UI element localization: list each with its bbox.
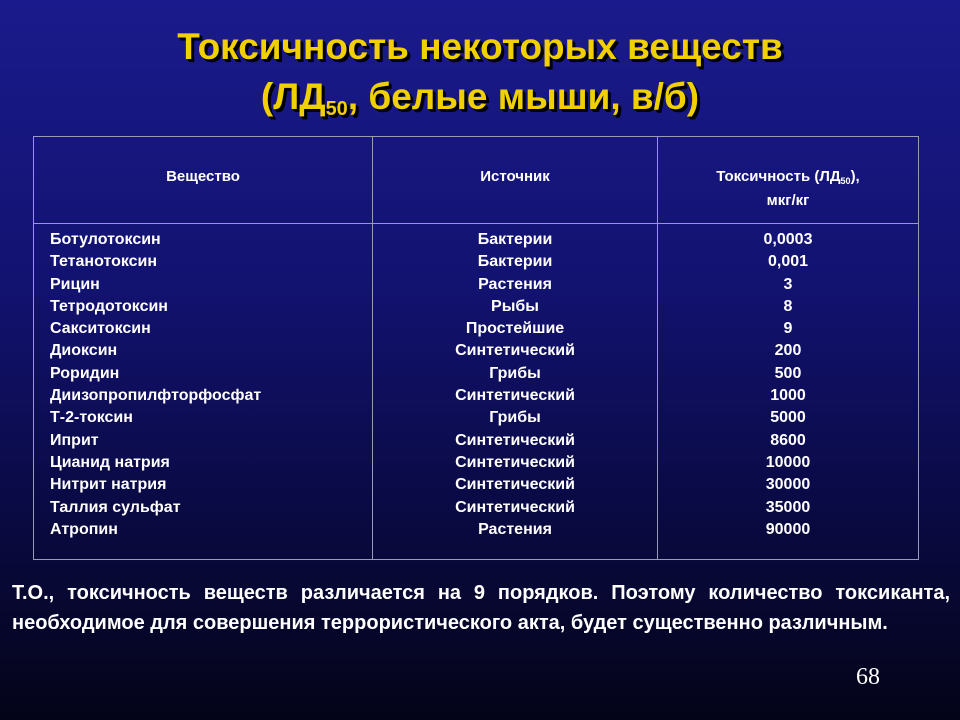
source-cell: Растения bbox=[478, 275, 552, 293]
conclusion-text: Т.О., токсичность веществ различается на 9 порядков. Поэтому количество токсиканта, необходимое для совершения террористического акта, будет существенно различным. bbox=[12, 582, 950, 634]
toxicity-cell: 30000 bbox=[765, 476, 811, 494]
toxicity-cell: 8600 bbox=[770, 431, 806, 449]
header-toxicity bbox=[658, 165, 918, 213]
substance-cell: Тетродотоксин bbox=[50, 297, 168, 315]
title-line-2 bbox=[0, 72, 960, 122]
substance-cell: Нитрит натрия bbox=[50, 476, 167, 494]
source-cell: Бактерии bbox=[477, 231, 553, 248]
substance-cell: Атропин bbox=[50, 520, 118, 538]
substance-cell: Цианид натрия bbox=[50, 453, 170, 471]
source-cell: Растения bbox=[478, 520, 552, 538]
title-line-2-post: , белые мыши, в/б) bbox=[347, 76, 700, 117]
source-cell: Синтетический bbox=[455, 453, 575, 471]
source-cell: Синтетический bbox=[455, 342, 575, 360]
header-toxicity-pre: Токсичность (ЛД bbox=[716, 168, 841, 185]
toxicity-table bbox=[33, 136, 919, 560]
slide-title bbox=[0, 22, 960, 122]
substance-cell: Ботулотоксин bbox=[50, 231, 161, 248]
title-line-1: Токсичность некоторых веществ bbox=[177, 26, 783, 67]
header-toxicity-post: ), bbox=[850, 168, 860, 185]
source-cell: Простейшие bbox=[465, 320, 565, 338]
substance-cell: Тетанотоксин bbox=[50, 253, 158, 271]
header-toxicity-line-1 bbox=[658, 165, 918, 189]
substance-cell: Диизопропилфторфосфат bbox=[50, 387, 262, 405]
substance-column bbox=[50, 229, 261, 541]
source-cell: Синтетический bbox=[455, 387, 575, 405]
toxicity-cell: 9 bbox=[783, 320, 793, 338]
source-cell: Грибы bbox=[489, 364, 541, 382]
toxicity-cell: 10000 bbox=[765, 453, 811, 471]
toxicity-cell: 0,001 bbox=[767, 253, 809, 271]
substance-cell: Диоксин bbox=[50, 342, 118, 360]
source-cell: Синтетический bbox=[455, 476, 575, 494]
toxicity-cell: 3 bbox=[783, 275, 793, 293]
header-divider bbox=[34, 223, 918, 224]
toxicity-column bbox=[658, 229, 918, 541]
header-source: Источник bbox=[480, 168, 550, 185]
toxicity-cell: 5000 bbox=[770, 409, 806, 427]
toxicity-cell: 0,0003 bbox=[763, 231, 813, 248]
substance-cell: Иприт bbox=[50, 431, 99, 449]
source-cell: Грибы bbox=[489, 409, 541, 427]
toxicity-cell: 90000 bbox=[765, 520, 811, 538]
toxicity-cell: 200 bbox=[774, 342, 802, 360]
toxicity-cell: 8 bbox=[783, 297, 793, 315]
source-cell: Бактерии bbox=[477, 253, 553, 271]
header-toxicity-sub: 50 bbox=[840, 176, 851, 186]
title-subscript: 50 bbox=[325, 98, 348, 120]
substance-cell: Рицин bbox=[50, 275, 100, 293]
substance-cell: Роридин bbox=[50, 364, 120, 382]
substance-cell: Т-2-токсин bbox=[50, 409, 133, 427]
source-cell: Рыбы bbox=[491, 297, 539, 315]
toxicity-cell: 500 bbox=[774, 364, 802, 382]
substance-cell: Таллия сульфат bbox=[50, 498, 181, 516]
toxicity-cell: 35000 bbox=[765, 498, 811, 516]
source-cell: Синтетический bbox=[455, 498, 575, 516]
title-line-2-pre: (ЛД bbox=[260, 76, 326, 117]
page-number: 68 bbox=[856, 664, 880, 690]
source-cell: Синтетический bbox=[455, 431, 575, 449]
header-substance: Вещество bbox=[166, 168, 240, 185]
substance-cell: Сакситоксин bbox=[50, 320, 151, 338]
toxicity-cell: 1000 bbox=[770, 387, 806, 405]
header-toxicity-unit: мкг/кг bbox=[766, 192, 810, 209]
source-column bbox=[372, 229, 658, 541]
